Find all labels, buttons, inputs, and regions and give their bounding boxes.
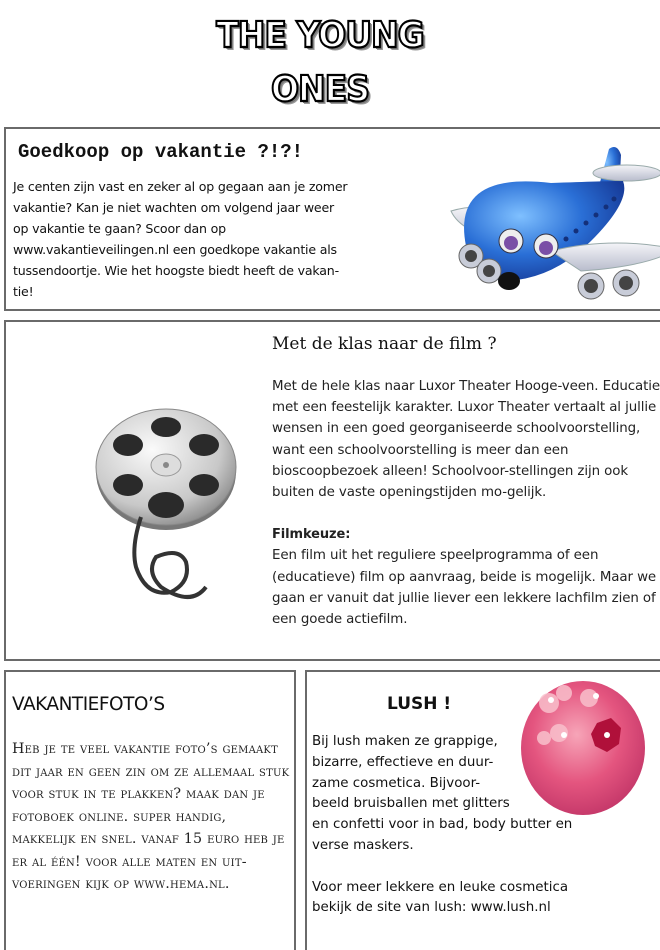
article-vakantiefotos [4, 670, 296, 950]
article-lush [305, 670, 660, 950]
body-line: Bij lush maken ze grappige, [312, 734, 498, 749]
footer-line: Voor meer lekkere en leuke cosmetica [312, 879, 569, 895]
article-body-wrap [272, 376, 660, 630]
body-line: verse maskers. [312, 837, 414, 853]
article-title: VAKANTIEFOTO’S [12, 694, 165, 715]
filmkeuze-body: Een film uit het reguliere speelprogramma of een (educatieve) film op aanvraag, beide is mogelijk. Maar we gaan er vanuit dat jullie liever een lekkere lachfilm zien of een goede actiefilm. [272, 548, 657, 628]
body-line: zame cosmetica. Bijvoor- [312, 775, 481, 791]
article-body: Met de hele klas naar Luxor Theater Hooge-veen. Educatie met een feestelijk karakter. Luxor Theater vertaalt al jullie wensen in een goed georganiseerde schoolvoorstelling, want een schoolvoorstelling is meer dan een bioscoopbezoek alleen! Schoolvoor-stellingen zijn ook buiten de vaste openingstijden mo-gelijk. [272, 379, 660, 501]
body-line: en confetti voor in bad, body butter en [312, 817, 573, 833]
article-title: Goedkoop op vakantie ?!?! [18, 141, 304, 163]
article-body [312, 732, 612, 919]
body-line: beeld bruisballen met glitters [312, 796, 510, 812]
body-line: bizarre, effectieve en duur- [312, 754, 494, 770]
article-body: Je centen zijn vast en zeker al op gegaan aan je zomer vakantie? Kan je niet wachten om volgend jaar weer op vakantie te gaan? Scoor dan op www.vakantieveilingen.nl een goedkope vakantie als tussendoortje. Wie het hoogste biedt heeft de vakan-tie! [13, 179, 348, 299]
film-reel-icon [91, 397, 241, 607]
filmkeuze-label: Filmkeuze: [272, 527, 351, 543]
article-title: Met de klas naar de film ? [272, 334, 497, 354]
article-title: LUSH ! [387, 694, 452, 714]
spacer [312, 857, 612, 878]
masthead [180, 12, 460, 110]
article-klas-film [4, 320, 660, 661]
footer-line: bekijk de site van lush: www.lush.nl [312, 900, 551, 916]
article-goedkoop-vakantie [4, 127, 660, 311]
masthead-title: THE YOUNG ONES [216, 13, 424, 110]
airplane-icon [431, 141, 660, 301]
article-body: Heb je te veel vakantie foto’s gemaakt dit jaar en geen zin om ze allemaal stuk voor stuk in te plakken? maak dan je fotoboek online. super handig, makkelijk en snel. vanaf 15 euro heb je er al één! voor alle maten en uit-voeringen kijk op www.hema.nl. [12, 741, 290, 892]
